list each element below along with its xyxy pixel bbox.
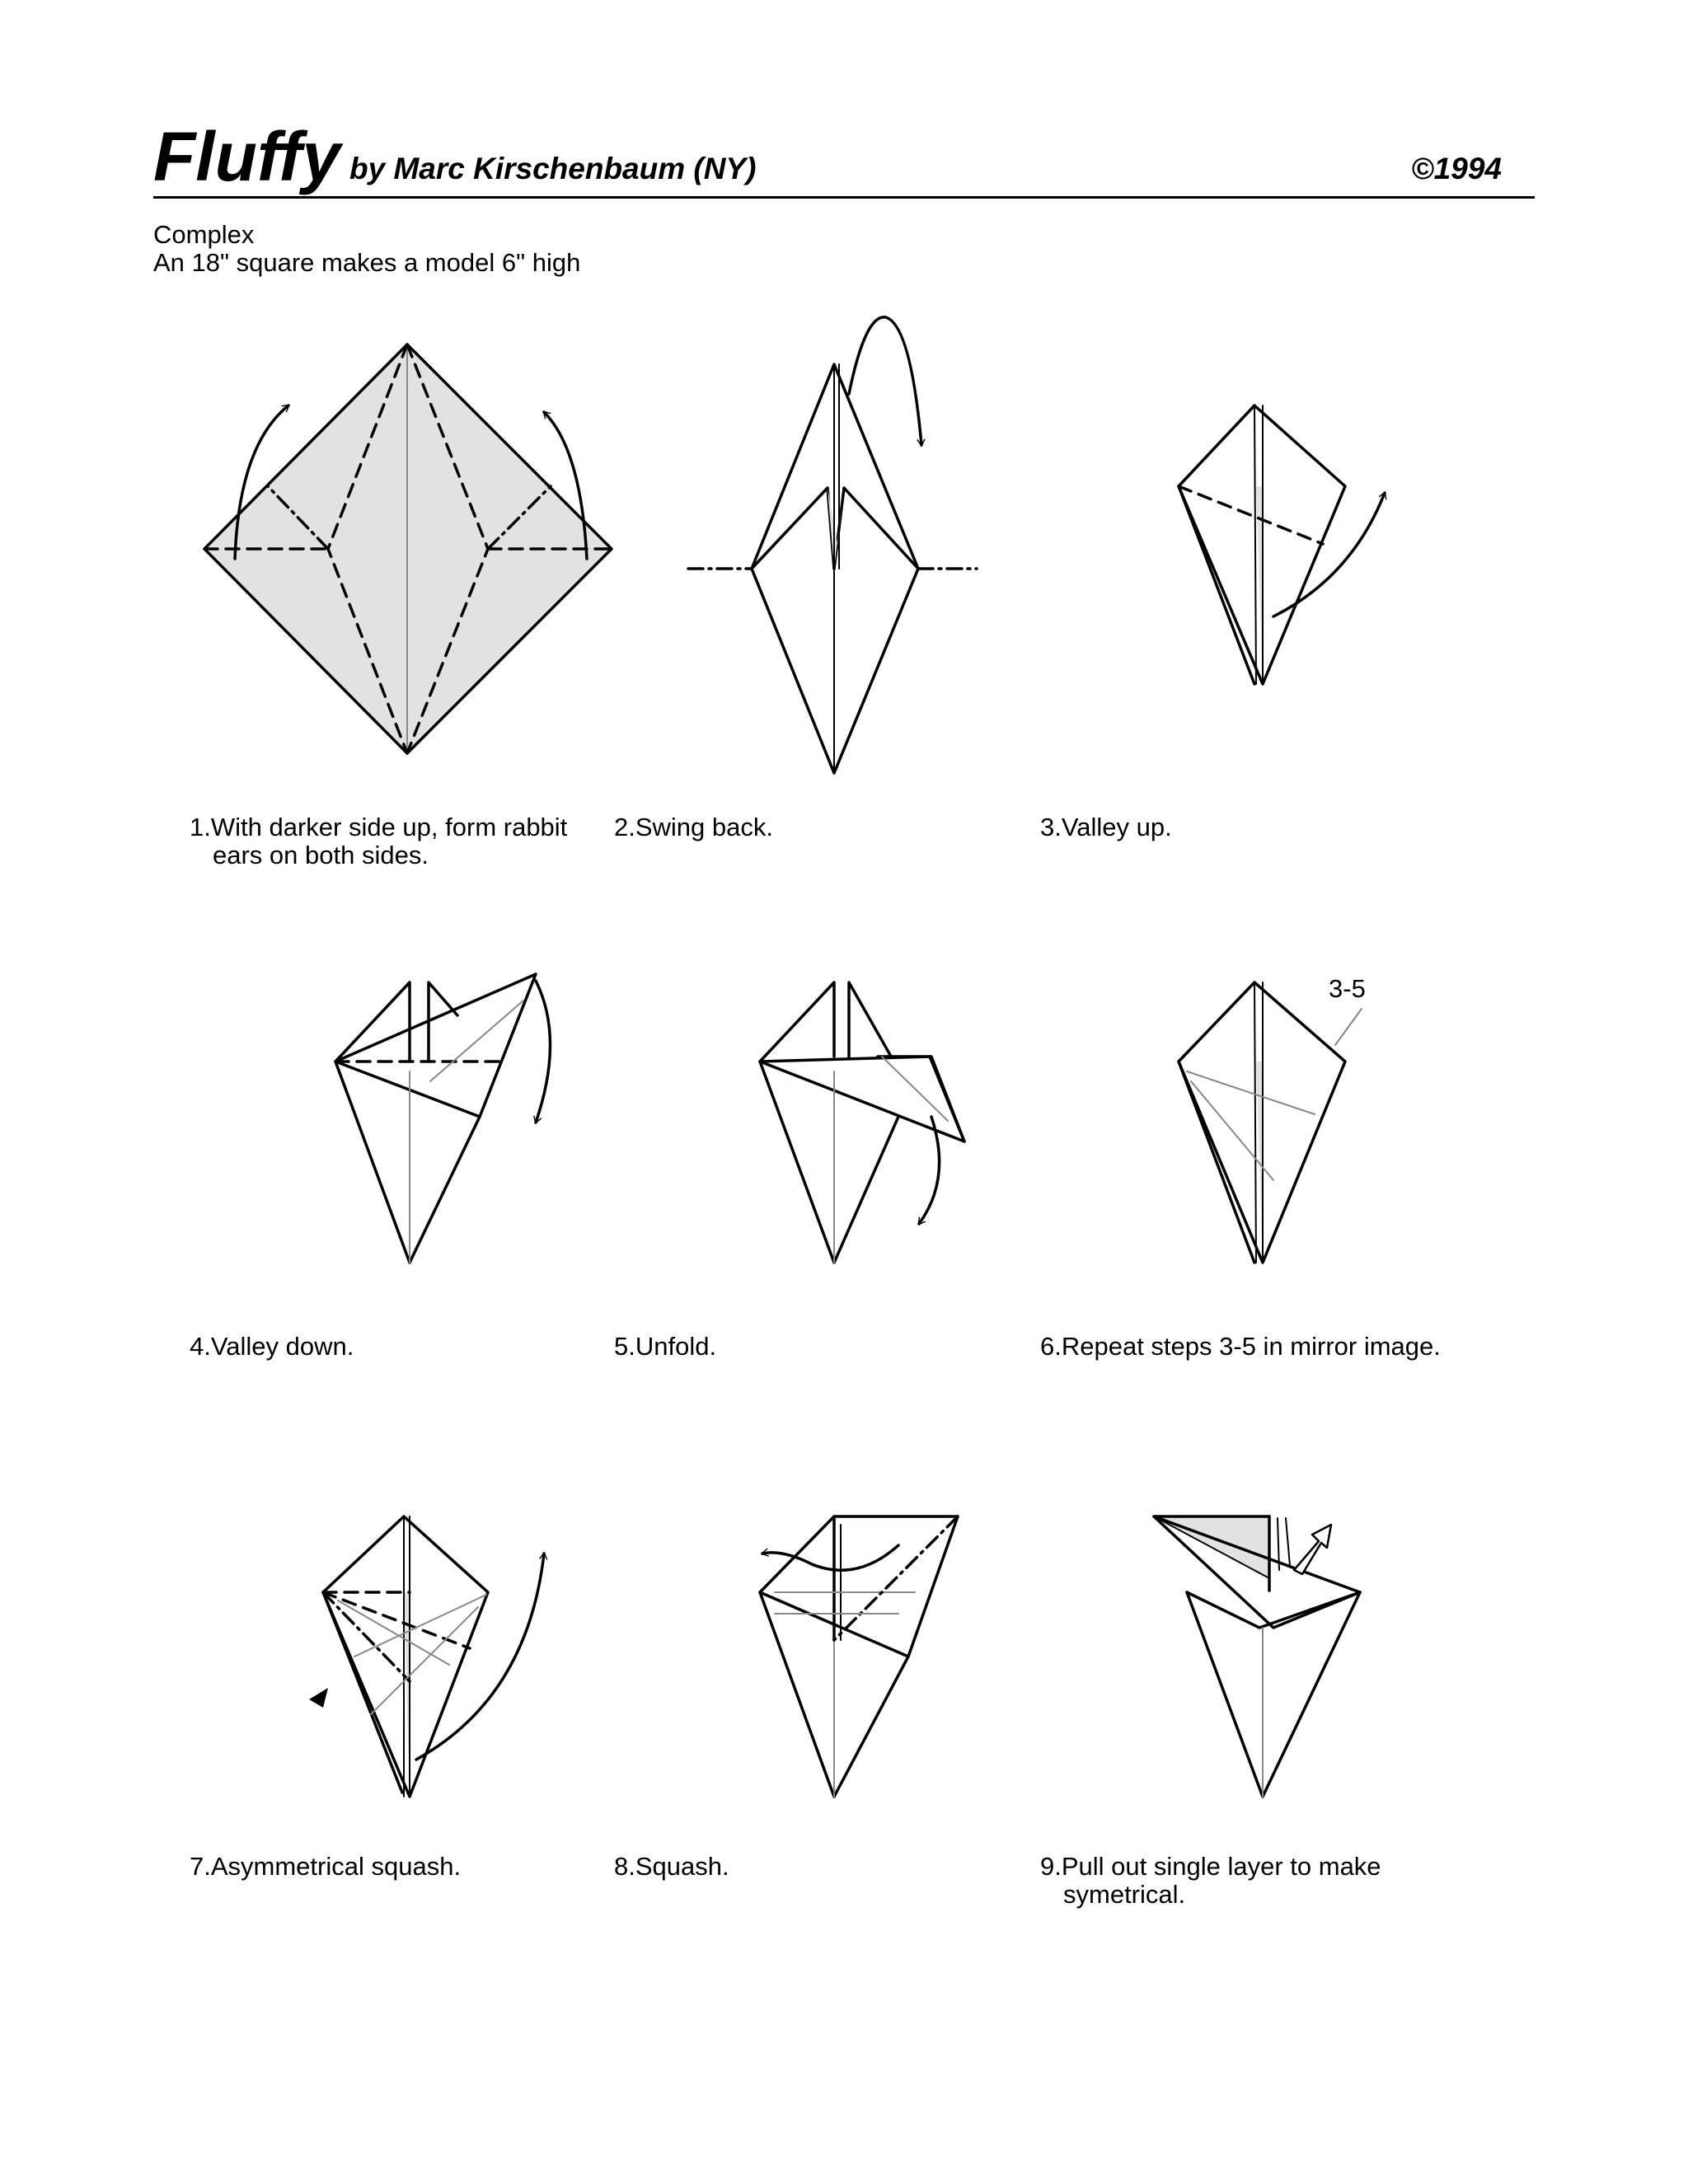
step-2-diagram [688, 317, 977, 773]
step-6-caption: 6.Repeat steps 3-5 in mirror image. [1040, 1332, 1441, 1361]
step-8-caption: 8.Squash. [614, 1852, 729, 1881]
step-8-diagram [760, 1516, 958, 1797]
paper-size-note: An 18" square makes a model 6" high [153, 248, 581, 277]
complexity-label: Complex [153, 220, 255, 249]
step-3-caption: 3.Valley up. [1040, 813, 1172, 841]
page-title: Fluffy [153, 118, 341, 195]
step-4-diagram [335, 974, 551, 1263]
copyright: ©1994 [1411, 152, 1502, 185]
step-7-caption: 7.Asymmetrical squash. [190, 1852, 462, 1881]
step-7-diagram [309, 1516, 544, 1797]
step-6-diagram [1179, 982, 1362, 1263]
step-9-diagram [1154, 1516, 1360, 1797]
step-5-caption: 5.Unfold. [614, 1332, 717, 1361]
step-1-caption: 1.With darker side up, form rabbit ears on both sides. [190, 813, 568, 869]
step-2-caption: 2.Swing back. [614, 813, 773, 841]
step-6-reference-label: 3-5 [1329, 974, 1366, 1003]
step-3-diagram [1179, 405, 1385, 684]
step-1-diagram [204, 344, 612, 753]
author-byline: by Marc Kirschenbaum (NY) [349, 152, 757, 185]
step-9-caption: 9.Pull out single layer to make symetrical. [1040, 1852, 1381, 1909]
step-4-caption: 4.Valley down. [190, 1332, 354, 1361]
step-5-diagram [760, 982, 964, 1263]
